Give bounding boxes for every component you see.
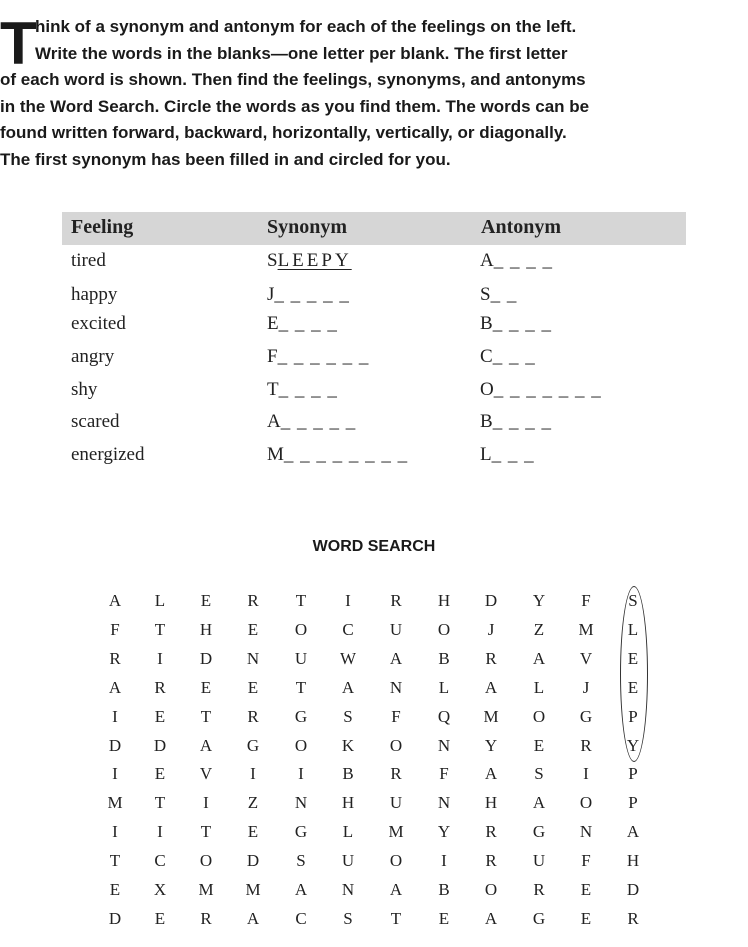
- grid-letter[interactable]: Z: [247, 793, 259, 813]
- synonym-blanks: _ _ _ _: [278, 313, 338, 334]
- grid-letter[interactable]: Q: [437, 706, 451, 726]
- grid-letter[interactable]: O: [199, 851, 213, 871]
- grid-letter[interactable]: H: [199, 619, 213, 639]
- feeling-cell: angry: [71, 346, 115, 367]
- grid-letter[interactable]: E: [627, 648, 639, 668]
- synonym-blanks: _ _ _ _ _ _: [277, 346, 370, 367]
- grid-letter[interactable]: Z: [533, 619, 545, 639]
- grid-letter[interactable]: D: [108, 735, 122, 755]
- grid-letter[interactable]: L: [154, 591, 166, 610]
- grid-letter[interactable]: A: [246, 908, 260, 928]
- grid-letter[interactable]: R: [109, 648, 121, 668]
- table-row: [0, 444, 748, 474]
- grid-letter[interactable]: S: [534, 764, 544, 784]
- instruction-line-1: hink of a synonym and antonym for each of the feelings on the left.: [35, 17, 577, 36]
- grid-letter[interactable]: T: [154, 619, 166, 639]
- grid-letter[interactable]: P: [628, 764, 638, 784]
- grid-letter[interactable]: M: [107, 793, 123, 813]
- grid-letter[interactable]: I: [583, 764, 589, 784]
- grid-letter[interactable]: E: [438, 908, 450, 928]
- feeling-cell: excited: [71, 313, 126, 334]
- grid-letter[interactable]: N: [579, 822, 593, 842]
- grid-letter[interactable]: R: [533, 880, 545, 899]
- grid-letter[interactable]: I: [157, 822, 163, 842]
- instruction-line-3: of each word is shown. Then find the feelings, synonyms, and antonyms: [0, 70, 586, 89]
- grid-letter[interactable]: P: [628, 706, 638, 726]
- antonym-cell[interactable]: [480, 411, 552, 433]
- grid-letter[interactable]: H: [626, 851, 640, 871]
- synonym-cell[interactable]: [267, 313, 338, 335]
- grid-letter[interactable]: I: [203, 793, 209, 813]
- grid-letter[interactable]: U: [389, 619, 403, 639]
- antonym-cell[interactable]: [480, 284, 517, 306]
- grid-letter[interactable]: T: [154, 793, 166, 813]
- synonym-cell[interactable]: [267, 444, 408, 466]
- grid-letter[interactable]: V: [199, 764, 213, 784]
- antonym-first-letter: C: [480, 346, 493, 367]
- synonym-first-letter: J: [267, 284, 275, 305]
- grid-letter[interactable]: V: [579, 648, 593, 668]
- grid-letter[interactable]: J: [487, 619, 495, 639]
- grid-letter[interactable]: E: [200, 677, 212, 697]
- grid-letter[interactable]: U: [532, 851, 546, 871]
- grid-letter[interactable]: O: [294, 735, 308, 755]
- grid-row: [0, 851, 748, 879]
- grid-letter[interactable]: O: [389, 851, 403, 871]
- grid-letter[interactable]: R: [580, 735, 592, 755]
- synonym-first-letter: T: [267, 379, 279, 400]
- grid-letter[interactable]: Y: [484, 735, 498, 755]
- sleepy-circle: [620, 586, 648, 762]
- synonym-first-letter: E: [267, 313, 279, 334]
- grid-letter[interactable]: F: [581, 591, 591, 610]
- grid-letter[interactable]: Y: [626, 735, 640, 755]
- grid-letter[interactable]: T: [200, 706, 212, 726]
- instruction-line-5: found written forward, backward, horizontally, vertically, or diagonally.: [0, 123, 567, 142]
- antonym-cell[interactable]: [480, 313, 552, 335]
- instruction-line-6: The first synonym has been filled in and circled for you.: [0, 149, 451, 169]
- grid-letter[interactable]: A: [294, 880, 308, 899]
- grid-letter[interactable]: I: [441, 851, 447, 871]
- grid-row: [0, 793, 748, 821]
- grid-letter[interactable]: G: [579, 706, 593, 726]
- feeling-cell: scared: [71, 411, 120, 432]
- grid-letter[interactable]: R: [247, 706, 259, 726]
- grid-letter[interactable]: Y: [532, 591, 546, 610]
- antonym-cell[interactable]: [480, 444, 535, 466]
- synonym-filled-letters: LEEPY: [277, 250, 352, 271]
- synonym-blanks: _ _ _ _ _ _ _ _: [283, 444, 409, 465]
- grid-letter[interactable]: M: [388, 822, 404, 842]
- grid-letter[interactable]: N: [294, 793, 308, 813]
- grid-letter[interactable]: E: [154, 908, 166, 928]
- grid-letter[interactable]: C: [295, 908, 307, 928]
- grid-letter[interactable]: D: [246, 851, 260, 871]
- table-row: [0, 346, 748, 376]
- header-synonym: Synonym: [267, 216, 348, 238]
- grid-letter[interactable]: O: [532, 706, 546, 726]
- grid-letter[interactable]: A: [484, 677, 498, 697]
- synonym-cell[interactable]: [267, 250, 352, 272]
- grid-letter[interactable]: R: [485, 822, 497, 842]
- instruction-line-4: in the Word Search. Circle the words as you find them. The words can be: [0, 96, 590, 116]
- grid-letter[interactable]: E: [580, 908, 592, 928]
- grid-letter[interactable]: A: [389, 648, 403, 668]
- grid-letter[interactable]: C: [154, 851, 166, 871]
- grid-letter[interactable]: A: [484, 764, 498, 784]
- antonym-blanks: _ _ _ _: [492, 411, 552, 432]
- grid-letter[interactable]: L: [438, 677, 450, 697]
- grid-letter[interactable]: M: [198, 880, 214, 899]
- grid-letter[interactable]: T: [390, 908, 402, 928]
- synonym-blanks: _ _ _ _ _: [274, 284, 350, 305]
- grid-letter[interactable]: E: [247, 822, 259, 842]
- table-row: [0, 379, 748, 409]
- grid-letter[interactable]: S: [296, 851, 306, 871]
- grid-letter[interactable]: L: [533, 677, 545, 697]
- antonym-cell[interactable]: [480, 379, 602, 401]
- grid-letter[interactable]: I: [112, 822, 118, 842]
- grid-letter[interactable]: M: [483, 706, 499, 726]
- grid-letter[interactable]: C: [342, 619, 354, 639]
- antonym-first-letter: A: [480, 250, 494, 271]
- grid-letter[interactable]: I: [157, 648, 163, 668]
- synonym-cell[interactable]: [267, 284, 350, 306]
- grid-letter[interactable]: O: [389, 735, 403, 755]
- grid-letter[interactable]: E: [533, 735, 545, 755]
- grid-letter[interactable]: A: [108, 677, 122, 697]
- grid-letter[interactable]: H: [341, 793, 355, 813]
- grid-letter[interactable]: E: [247, 677, 259, 697]
- grid-letter[interactable]: N: [246, 648, 260, 668]
- word-search-title: WORD SEARCH: [312, 538, 436, 555]
- grid-letter[interactable]: F: [110, 619, 120, 639]
- header-antonym: Antonym: [481, 216, 562, 238]
- synonym-blanks: _ _ _ _ _: [280, 411, 357, 432]
- grid-letter[interactable]: I: [298, 764, 304, 784]
- grid-letter[interactable]: T: [200, 822, 212, 842]
- grid-letter[interactable]: R: [390, 591, 402, 610]
- grid-letter[interactable]: K: [341, 735, 355, 755]
- antonym-first-letter: S: [480, 284, 491, 305]
- synonym-cell[interactable]: [267, 346, 369, 368]
- grid-letter[interactable]: F: [391, 706, 401, 726]
- grid-letter[interactable]: S: [343, 908, 353, 928]
- grid-letter[interactable]: E: [109, 880, 121, 899]
- grid-letter[interactable]: R: [627, 908, 639, 928]
- grid-letter[interactable]: E: [154, 706, 166, 726]
- grid-letter[interactable]: N: [389, 677, 403, 697]
- grid-row: [0, 909, 748, 937]
- drop-cap: T: [0, 10, 37, 77]
- grid-letter[interactable]: W: [339, 648, 357, 668]
- grid-letter[interactable]: X: [153, 880, 167, 899]
- grid-letter[interactable]: I: [250, 764, 256, 784]
- grid-letter[interactable]: F: [439, 764, 449, 784]
- instructions: [0, 10, 748, 173]
- grid-letter[interactable]: P: [628, 793, 638, 813]
- grid-letter[interactable]: A: [626, 822, 640, 842]
- grid-letter[interactable]: T: [295, 677, 307, 697]
- grid-letter[interactable]: E: [200, 591, 212, 610]
- antonym-first-letter: B: [480, 411, 493, 432]
- grid-letter[interactable]: R: [485, 851, 497, 871]
- grid-letter[interactable]: O: [579, 793, 593, 813]
- grid-letter[interactable]: J: [582, 677, 590, 697]
- grid-letter[interactable]: R: [247, 591, 259, 610]
- antonym-first-letter: B: [480, 313, 493, 334]
- grid-letter[interactable]: S: [343, 706, 353, 726]
- grid-row: [0, 822, 748, 850]
- antonym-blanks: _ _ _ _ _ _ _: [493, 379, 602, 400]
- antonym-blanks: _ _ _: [491, 444, 535, 465]
- synonym-cell[interactable]: [267, 379, 338, 401]
- grid-letter[interactable]: G: [246, 735, 260, 755]
- instruction-line-2: Write the words in the blanks—one letter per blank. The first letter: [35, 43, 568, 63]
- table-row: [0, 284, 748, 314]
- grid-letter[interactable]: D: [626, 880, 640, 899]
- antonym-blanks: _ _ _: [492, 346, 536, 367]
- antonym-cell[interactable]: [480, 250, 553, 272]
- grid-letter[interactable]: A: [484, 908, 498, 928]
- synonym-first-letter: M: [267, 444, 284, 465]
- grid-letter[interactable]: T: [109, 851, 121, 871]
- grid-letter[interactable]: A: [532, 793, 546, 813]
- antonym-first-letter: L: [480, 444, 492, 465]
- antonym-blanks: _ _: [490, 284, 518, 305]
- grid-letter[interactable]: E: [627, 677, 639, 697]
- grid-letter[interactable]: S: [628, 591, 638, 610]
- grid-letter[interactable]: O: [437, 619, 451, 639]
- synonym-first-letter: S: [267, 250, 278, 271]
- grid-letter[interactable]: N: [437, 735, 451, 755]
- grid-letter[interactable]: U: [389, 793, 403, 813]
- grid-letter[interactable]: E: [580, 880, 592, 899]
- grid-letter[interactable]: R: [154, 677, 166, 697]
- synonym-cell[interactable]: [267, 411, 356, 433]
- grid-row: [0, 764, 748, 792]
- grid-letter[interactable]: G: [294, 822, 308, 842]
- grid-letter[interactable]: R: [485, 648, 497, 668]
- grid-letter[interactable]: L: [342, 822, 354, 842]
- grid-letter[interactable]: Y: [437, 822, 451, 842]
- grid-letter[interactable]: F: [581, 851, 591, 871]
- grid-letter[interactable]: R: [200, 908, 212, 928]
- antonym-blanks: _ _ _ _: [492, 313, 552, 334]
- feeling-cell: happy: [71, 284, 118, 305]
- grid-letter[interactable]: D: [199, 648, 213, 668]
- grid-letter[interactable]: U: [294, 648, 308, 668]
- grid-letter[interactable]: H: [437, 591, 451, 610]
- header-feeling: Feeling: [71, 216, 134, 238]
- antonym-blanks: _ _ _ _: [493, 250, 553, 271]
- synonym-first-letter: F: [267, 346, 278, 367]
- grid-letter[interactable]: I: [345, 591, 351, 610]
- grid-letter[interactable]: N: [437, 793, 451, 813]
- grid-letter[interactable]: U: [341, 851, 355, 871]
- table-row: [0, 313, 748, 343]
- grid-letter[interactable]: O: [294, 619, 308, 639]
- antonym-cell[interactable]: [480, 346, 536, 368]
- grid-letter[interactable]: R: [390, 764, 402, 784]
- grid-letter[interactable]: I: [112, 764, 118, 784]
- grid-letter[interactable]: N: [341, 880, 355, 899]
- feeling-cell: energized: [71, 444, 145, 465]
- feeling-cell: shy: [71, 379, 98, 400]
- synonym-first-letter: A: [267, 411, 281, 432]
- grid-letter[interactable]: L: [627, 619, 639, 639]
- grid-letter[interactable]: E: [247, 619, 259, 639]
- grid-letter[interactable]: H: [484, 793, 498, 813]
- feeling-cell: tired: [71, 250, 106, 271]
- grid-letter[interactable]: A: [532, 648, 546, 668]
- grid-letter[interactable]: G: [532, 908, 546, 928]
- grid-letter[interactable]: A: [389, 880, 403, 899]
- grid-row: [0, 880, 748, 908]
- grid-letter[interactable]: B: [438, 880, 450, 899]
- grid-letter[interactable]: M: [578, 619, 594, 639]
- grid-letter[interactable]: A: [341, 677, 355, 697]
- grid-letter[interactable]: D: [108, 908, 122, 928]
- grid-letter[interactable]: O: [484, 880, 498, 899]
- grid-letter[interactable]: D: [484, 591, 498, 610]
- grid-letter[interactable]: T: [295, 591, 307, 610]
- grid-letter[interactable]: G: [532, 822, 546, 842]
- grid-letter[interactable]: I: [112, 706, 118, 726]
- grid-letter[interactable]: E: [154, 764, 166, 784]
- grid-letter[interactable]: B: [342, 764, 354, 784]
- grid-letter[interactable]: D: [153, 735, 167, 755]
- table-header: [62, 212, 686, 245]
- grid-letter[interactable]: A: [108, 591, 122, 610]
- grid-letter[interactable]: A: [199, 735, 213, 755]
- synonym-blanks: _ _ _ _: [278, 379, 338, 400]
- grid-letter[interactable]: G: [294, 706, 308, 726]
- table-row: [0, 250, 748, 280]
- grid-letter[interactable]: M: [245, 880, 261, 899]
- grid-letter[interactable]: B: [438, 648, 450, 668]
- antonym-first-letter: O: [480, 379, 494, 400]
- table-row: [0, 411, 748, 441]
